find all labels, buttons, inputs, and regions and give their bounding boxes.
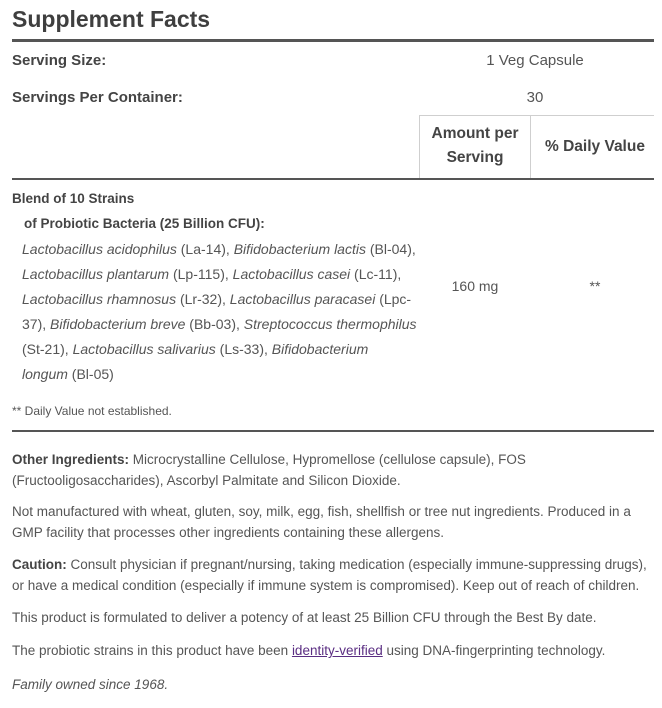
strain-name: Lactobacillus casei [232, 266, 351, 282]
strain-code: (Ls-33) [215, 341, 264, 357]
family-owned-note: Family owned since 1968. [12, 677, 169, 692]
strain-code: (Lpc-37) [22, 291, 412, 332]
strain-name: Lactobacillus acidophilus [22, 241, 177, 257]
strain-item [234, 241, 412, 257]
column-divider [419, 115, 420, 180]
strain-code: (Lp-115) [169, 266, 225, 282]
strain-name: Streptococcus thermophilus [243, 316, 417, 332]
serving-size-value: 1 Veg Capsule [486, 52, 584, 69]
amount-header-line1: Amount per [431, 125, 519, 142]
other-ingredients [12, 449, 652, 491]
strain-item [73, 341, 264, 357]
blend-name: Blend of 10 Strains [12, 191, 135, 206]
strain-code: (Bl-05) [67, 366, 114, 382]
strain-name: Bifidobacterium longum [22, 341, 369, 382]
verification-text-before: The probiotic strains in this product have been [12, 643, 289, 658]
servings-per-container-value: 30 [526, 89, 544, 106]
blend-subtitle: of Probiotic Bacteria (25 Billion CFU): [24, 216, 265, 231]
blend-daily-value: ** [589, 278, 601, 294]
facts-bottom-rule [12, 430, 654, 432]
strain-item [22, 291, 222, 307]
strain-item [50, 316, 236, 332]
amount-header-line2: Serving [446, 149, 504, 166]
strain-name: Lactobacillus rhamnosus [22, 291, 177, 307]
allergen-statement: Not manufactured with wheat, gluten, soy, milk, egg, fish, shellfish or tree nut ingredients. Produced in a GMP facility that processes other ingredients containing these allergens. [12, 504, 631, 540]
footnote: ** Daily Value not established. [12, 404, 172, 418]
strain-name: Lactobacillus paracasei [229, 291, 376, 307]
serving-size-label: Serving Size: [12, 52, 107, 69]
strain-code: (La-14) [176, 241, 226, 257]
strain-name: Lactobacillus salivarius [72, 341, 216, 357]
strain-code: (Bl-04) [365, 241, 412, 257]
strain-name: Bifidobacterium lactis [233, 241, 366, 257]
blend-amount: 160 mg [451, 278, 499, 294]
caution-text: Consult physician if pregnant/nursing, taking medication (especially immune-suppressing drugs), or have a medical condition (especially if immune system is compromised). Keep out of reach of children. [12, 557, 647, 593]
strain-code: (Lc-11) [350, 266, 398, 282]
strain-item [22, 241, 226, 257]
other-ingredients-text: Microcrystalline Cellulose, Hypromellose (cellulose capsule), FOS (Fructooligosaccharides), Ascorbyl Palmitate and Silicon Dioxide. [12, 452, 526, 488]
strain-name: Bifidobacterium breve [50, 316, 186, 332]
daily-value-header: % Daily Value [545, 138, 645, 155]
potency-statement: This product is formulated to deliver a potency of at least 25 Billion CFU through the Best By date. [12, 610, 597, 625]
strain-code: (Lr-32) [176, 291, 222, 307]
strain-item [22, 266, 225, 282]
header-rule [12, 178, 654, 180]
other-ingredients-label: Other Ingredients: [12, 452, 130, 467]
serving-rule [420, 115, 654, 116]
title-rule [12, 39, 654, 42]
verification-statement [12, 640, 652, 661]
verification-text-after: using DNA-fingerprinting technology. [386, 643, 606, 658]
strain-code: (Bb-03) [185, 316, 236, 332]
amount-per-serving-header [420, 122, 530, 170]
strain-list: Lactobacillus acidophilus (La-14), Bifidobacterium lactis (Bl-04), Lactobacillus plantarum (Lp-115), Lactobacillus casei (Lc-11), Lactobacillus rhamnosus (Lr-32), Lactobacillus paracasei (Lpc-37), Bifidobacterium breve (Bb-03), Streptococcus thermophilus (St-21), Lactobacillus salivarius (Ls-33), Bifidobacterium longum (Bl-05) [22, 241, 417, 382]
caution-statement [12, 554, 652, 596]
strain-item [233, 266, 398, 282]
strain-code: (St-21) [22, 341, 65, 357]
column-divider [530, 115, 531, 180]
caution-label: Caution: [12, 557, 67, 572]
identity-verified-link[interactable]: identity-verified [291, 643, 383, 658]
strain-name: Lactobacillus plantarum [22, 266, 170, 282]
servings-per-container-label: Servings Per Container: [12, 89, 183, 106]
page-title: Supplement Facts [12, 6, 211, 32]
